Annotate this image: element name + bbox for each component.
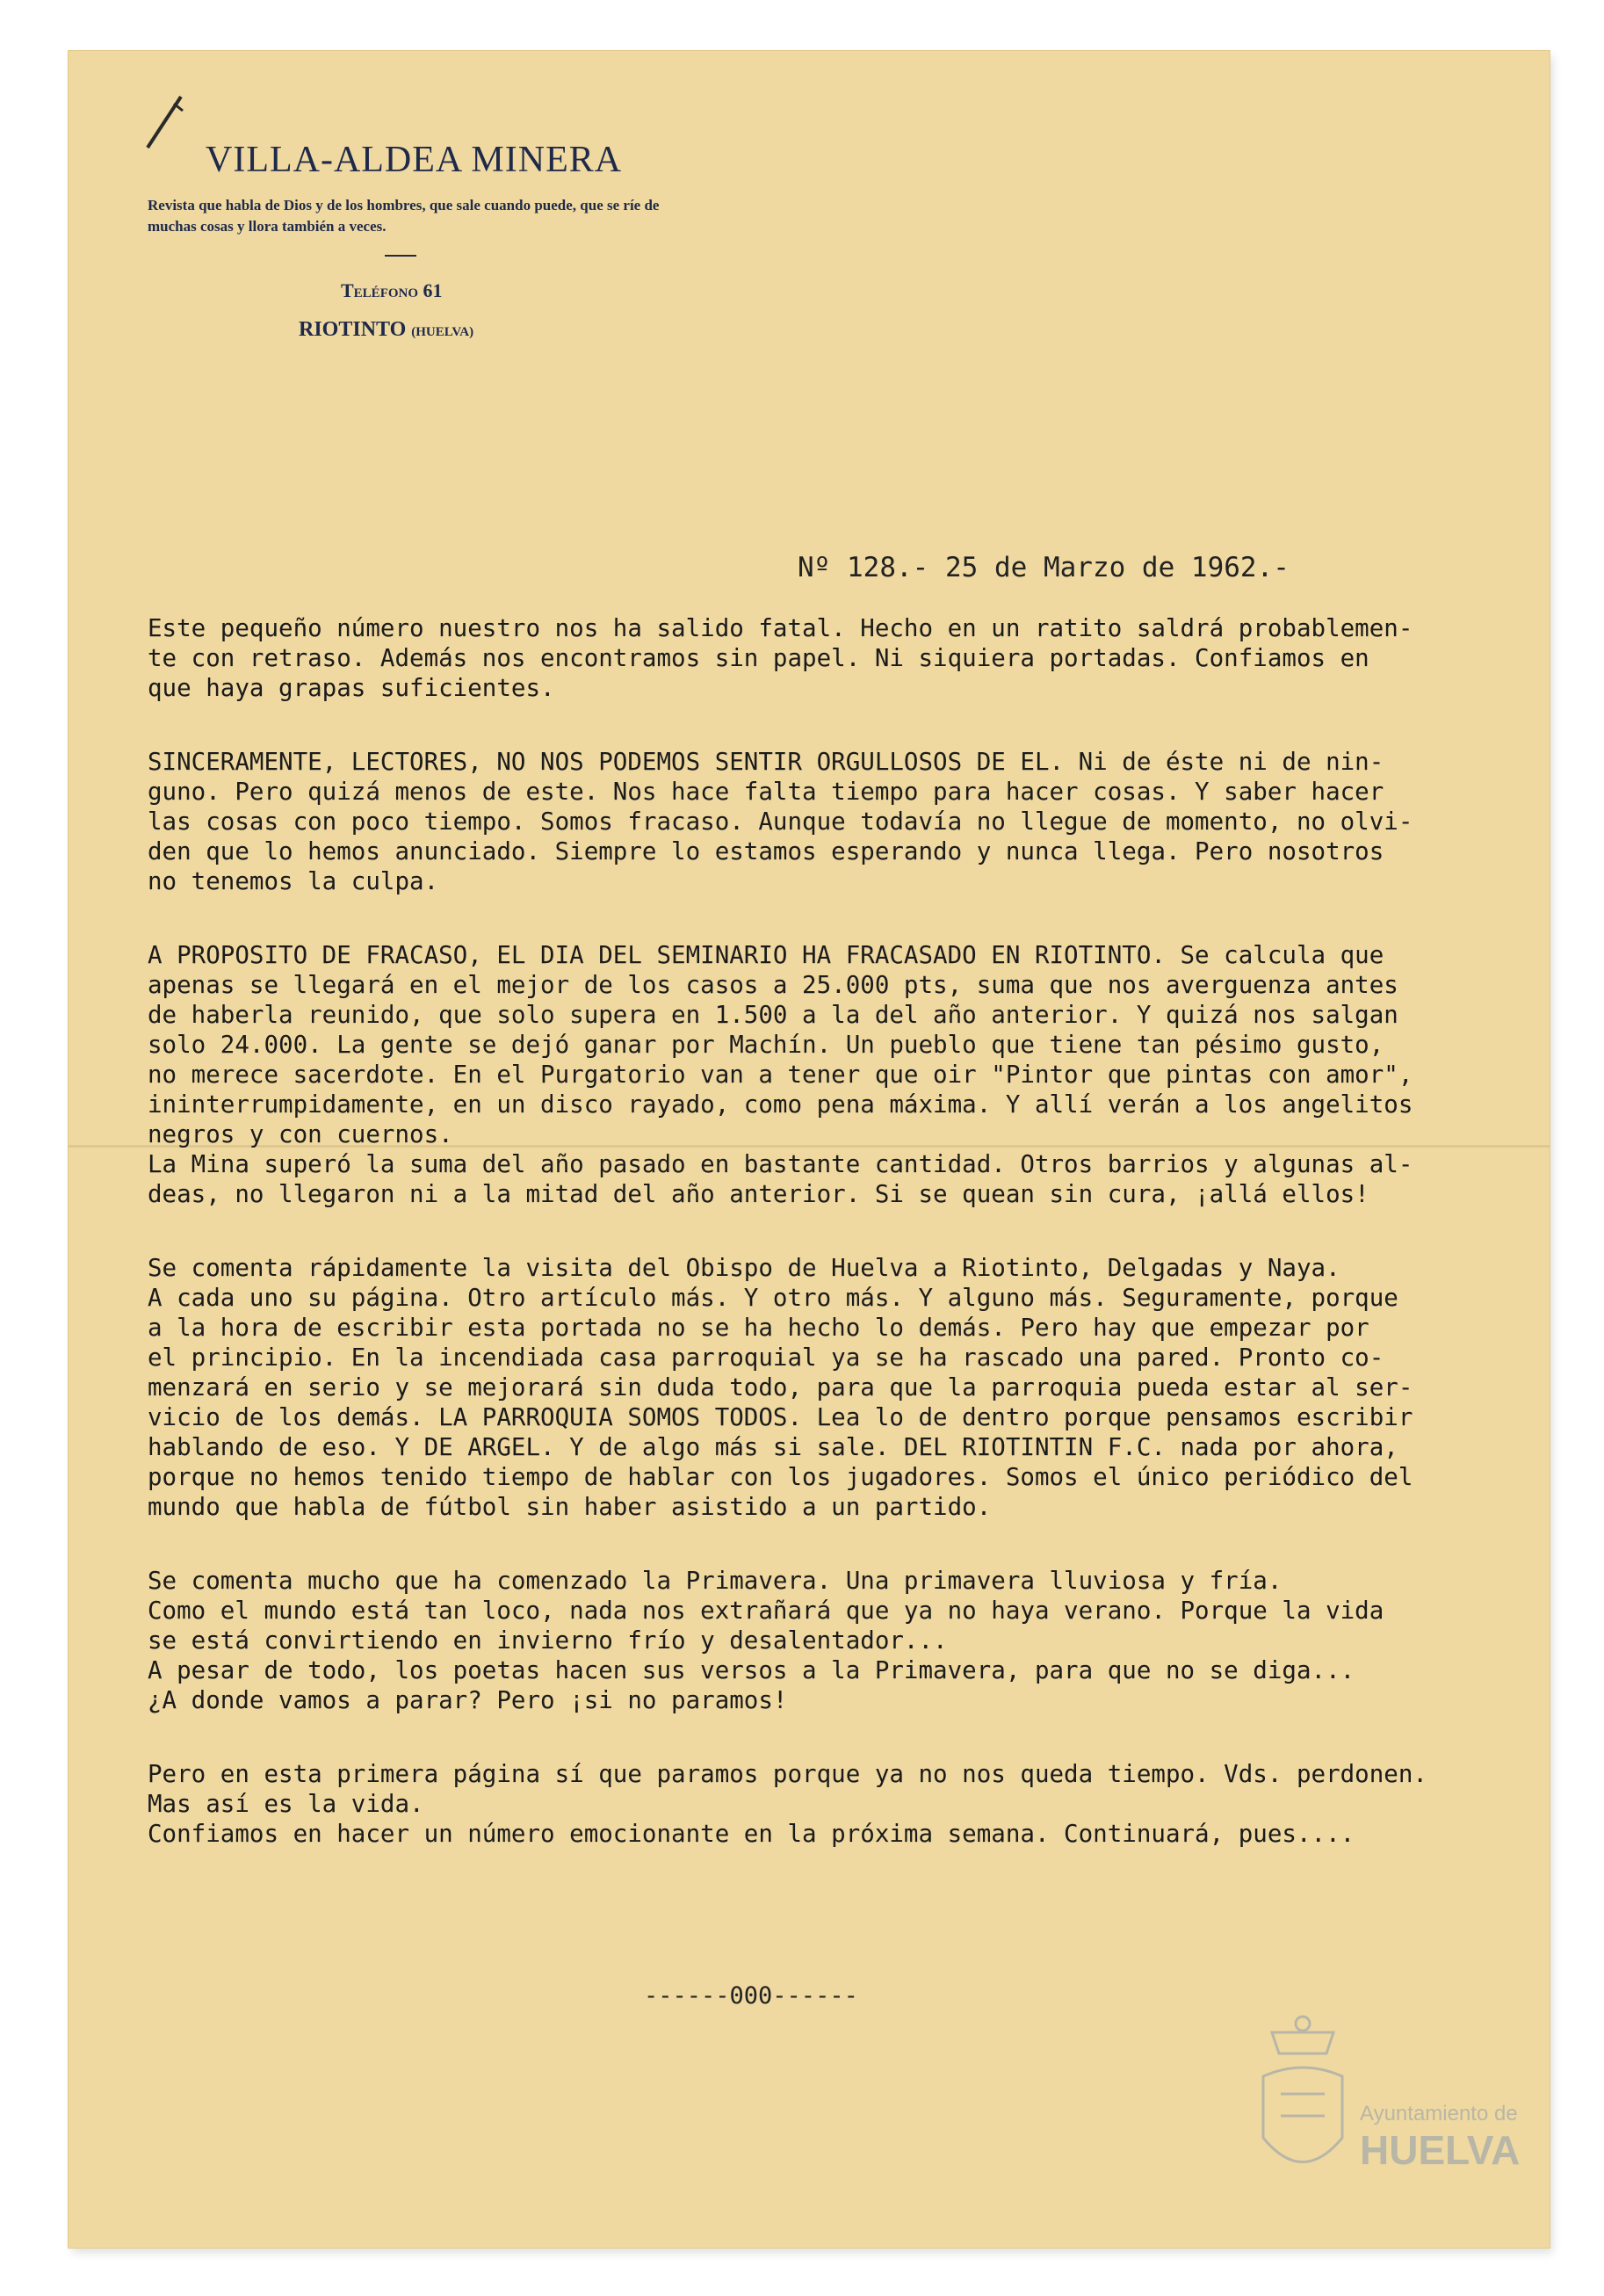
text-line: den que lo hemos anunciado. Siempre lo estamos esperando y nunca llega. Pero nosotros [148,837,1384,866]
text-line: porque no hemos tenido tiempo de hablar con los jugadores. Somos el único periódico del [148,1463,1413,1491]
text-line: menzará en serio y se mejorará sin duda todo, para que la parroquia pueda estar al ser- [148,1373,1413,1402]
text-line: Se comenta mucho que ha comenzado la Primavera. Una primavera lluviosa y fría. [148,1567,1282,1595]
text-line: te con retraso. Además nos encontramos sin papel. Ni siquiera portadas. Confiamos en [148,644,1369,672]
masthead-divider [385,255,416,257]
text-line: se está convirtiendo en invierno frío y desalentador... [148,1626,948,1655]
text-line: mundo que habla de fútbol sin haber asistido a un partido. [148,1493,992,1521]
text-line: a la hora de escribir esta portada no se ha hecho lo demás. Pero hay que empezar por [148,1314,1369,1342]
closing-mark: ------000------ [644,1982,858,2010]
text-line: Como el mundo está tan loco, nada nos extrañará que ya no haya verano. Porque la vida [148,1597,1384,1625]
text-line: el principio. En la incendiada casa parroquial ya se ha rascado una pared. Pronto co- [148,1344,1384,1372]
text-line: SINCERAMENTE, LECTORES, NO NOS PODEMOS SENTIR ORGULLOSOS DE EL. Ni de éste ni de nin- [148,748,1384,776]
text-line: hablando de eso. Y DE ARGEL. Y de algo más si sale. DEL RIOTINTIN F.C. nada por ahora, [148,1433,1398,1461]
paragraph [148,1759,1518,1849]
text-line: de haberla reunido, que solo supera en 1.500 a la del año anterior. Y quizá nos salgan [148,1001,1398,1029]
text-line: vicio de los demás. LA PARROQUIA SOMOS TODOS. Lea lo de dentro porque pensamos escribir [148,1403,1413,1431]
text-line: solo 24.000. La gente se dejó ganar por Machín. Un pueblo que tiene tan pésimo gusto, [148,1031,1384,1059]
text-line: A PROPOSITO DE FRACASO, EL DIA DEL SEMINARIO HA FRACASADO EN RIOTINTO. Se calcula que [148,941,1384,969]
text-line: apenas se llegará en el mejor de los casos a 25.000 pts, suma que nos averguenza antes [148,971,1398,999]
masthead [148,139,710,342]
paragraph-text [148,940,1518,1209]
text-line: A cada uno su página. Otro artículo más. Y otro más. Y alguno más. Seguramente, porque [148,1284,1398,1312]
paragraph [148,747,1518,896]
text-line: Confiamos en hacer un número emocionante en la próxima semana. Continuará, pues.... [148,1820,1355,1848]
article-body [148,613,1518,1893]
text-line: Mas así es la vida. [148,1790,424,1818]
paragraph-text [148,747,1518,896]
text-line: negros y con cuernos. [148,1120,453,1148]
paragraph [148,1253,1518,1522]
paragraph [148,613,1518,703]
text-line: las cosas con poco tiempo. Somos fracaso. Aunque todavía no llegue de momento, no olvi- [148,808,1413,836]
text-line: que haya grapas suficientes. [148,674,555,702]
text-line: ininterrumpidamente, en un disco rayado, como pena máxima. Y allí verán a los angelitos [148,1090,1413,1119]
paragraph-text [148,1253,1518,1522]
text-line: Se comenta rápidamente la visita del Obispo de Huelva a Riotinto, Delgadas y Naya. [148,1254,1340,1282]
text-line: A pesar de todo, los poetas hacen sus versos a la Primavera, para que no se diga... [148,1656,1355,1684]
paragraph-text [148,613,1518,703]
masthead-town-name: RIOTINTO [299,318,407,341]
paragraph [148,1566,1518,1715]
text-line: Pero en esta primera página sí que paramos porque ya no nos queda tiempo. Vds. perdonen. [148,1760,1427,1788]
masthead-town [299,318,710,342]
paragraph-text [148,1566,1518,1715]
text-line: Este pequeño número nuestro nos ha salido fatal. Hecho en un ratito saldrá probablemen- [148,614,1413,642]
masthead-tagline: Revista que habla de Dios y de los hombres, que sale cuando puede, que se ríe de muchas cosas y llora también a veces. [148,197,660,235]
paragraph [148,940,1518,1209]
city-seal-watermark-icon [1246,1997,1544,2226]
masthead-phone: Teléfono 61 [341,279,443,301]
watermark-line2: HUELVA [1360,2127,1521,2173]
text-line: deas, no llegaron ni a la mitad del año anterior. Si se quean sin cura, ¡allá ellos! [148,1180,1369,1208]
text-line: ¿A donde vamos a parar? Pero ¡si no paramos! [148,1686,788,1714]
masthead-province: (HUELVA) [411,325,474,339]
text-line: no merece sacerdote. En el Purgatorio van a tener que oir "Pintor que pintas con amor", [148,1061,1413,1089]
text-line: La Mina superó la suma del año pasado en bastante cantidad. Otros barrios y algunas al- [148,1150,1413,1178]
watermark-line1: Ayuntamiento de [1360,2102,1518,2126]
paragraph-text [148,1759,1518,1849]
text-line: no tenemos la culpa. [148,867,439,895]
masthead-title: VILLA-ALDEA MINERA [206,140,623,180]
document-page [69,51,1550,2248]
text-line: guno. Pero quizá menos de este. Nos hace falta tiempo para hacer cosas. Y saber hacer [148,778,1384,806]
issue-date-line: Nº 128.- 25 de Marzo de 1962.- [798,552,1290,583]
